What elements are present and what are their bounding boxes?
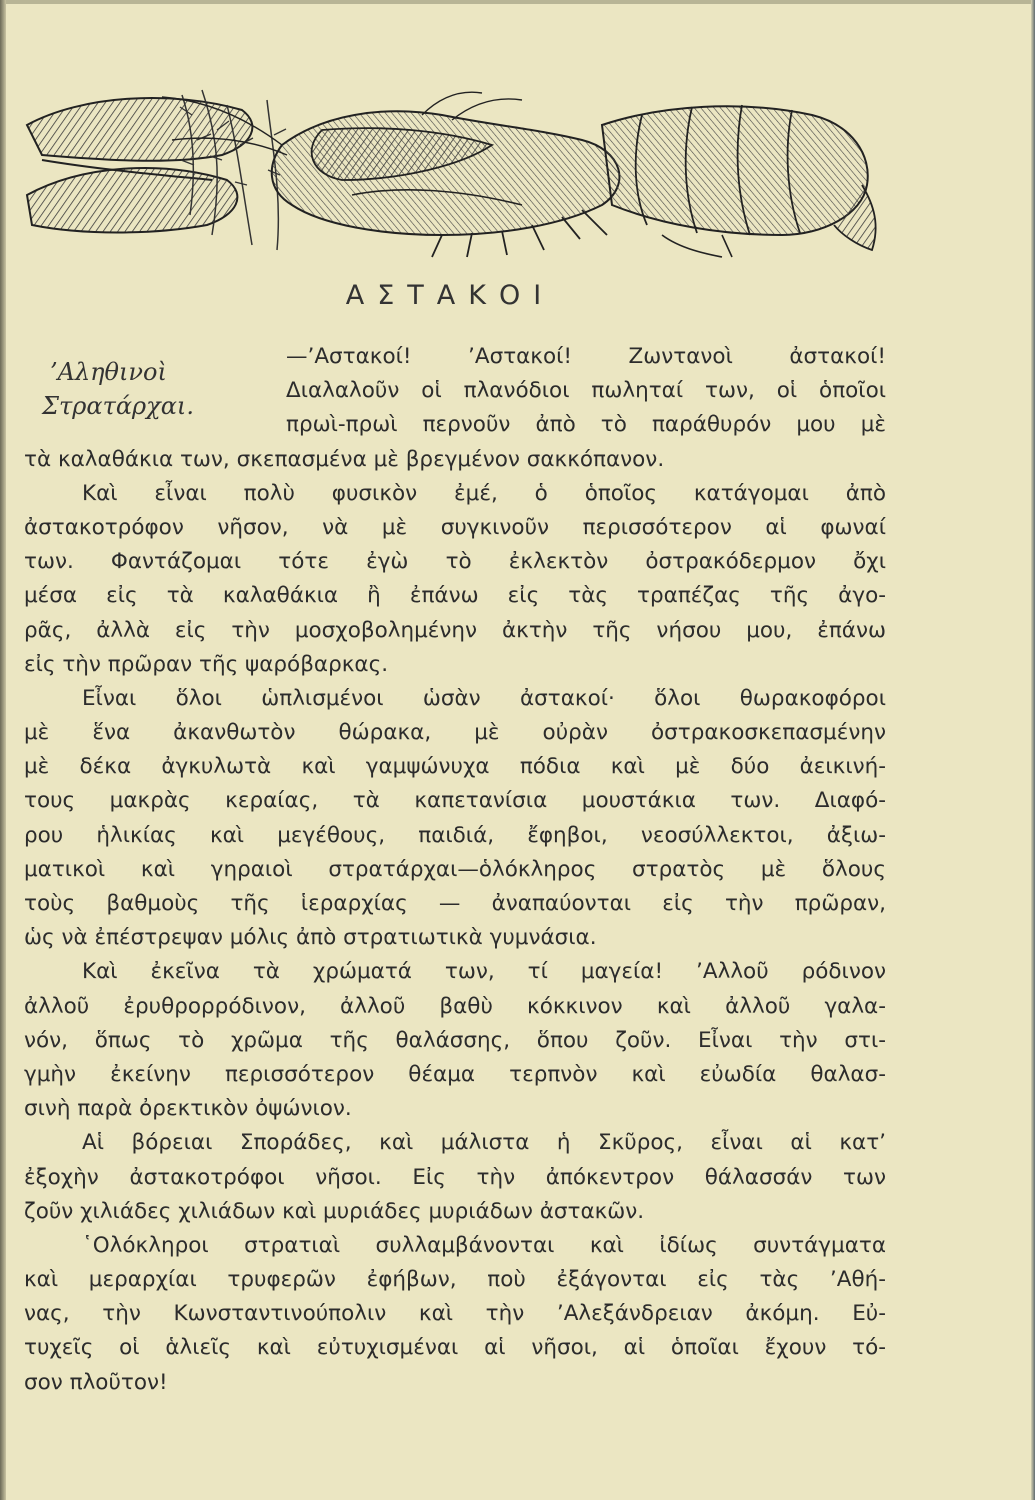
text-line: Αἱ βόρειαι Σποράδες, καὶ μάλιστα ἡ Σκῦρος, εἶναι αἱ κατ’: [82, 1130, 886, 1156]
text-line: τους μακρὰς κεραίας, τὰ καπετανίσια μουστάκια των. Διαφό-: [24, 788, 886, 814]
text-line: ρᾶς, ἀλλὰ εἰς τὴν μοσχοβολημένην ἀκτὴν τῆς νήσου μου, ἐπάνω: [24, 617, 886, 643]
text-line: σινὴ παρὰ ὀρεκτικὸν ὀψώνιον.: [24, 1096, 352, 1122]
text-line: ὡς νὰ ἐπέστρεψαν μόλις ἀπὸ στρατιωτικὰ γυμνάσια.: [24, 925, 597, 951]
text-line: τυχεῖς οἱ ἁλιεῖς καὶ εὐτυχισμέναι αἱ νῆσοι, αἱ ὁποῖαι ἔχουν τό-: [24, 1335, 886, 1361]
text-line: Καὶ ἐκεῖνα τὰ χρώματά των, τί μαγεία! ’Αλλοῦ ρόδινον: [82, 959, 886, 985]
text-line: ρου ἡλικίας καὶ μεγέθους, παιδιά, ἔφηβοι, νεοσύλλεκτοι, ἀξιω-: [24, 822, 886, 848]
text-line: Διαλαλοῦν οἱ πλανόδιοι πωληταί των, οἱ ὁποῖοι: [286, 378, 886, 404]
text-line: γμὴν ἐκείνην περισσότερον θέαμα τερπνὸν καὶ εὐωδία θαλασ-: [24, 1061, 886, 1087]
text-line: ἀλλοῦ ἐρυθρορρόδινον, ἀλλοῦ βαθὺ κόκκινον καὶ ἀλλοῦ γαλα-: [24, 993, 886, 1019]
page-title: ΑΣΤΑΚΟΙ: [345, 280, 555, 311]
text-line: σον πλοῦτον!: [24, 1369, 168, 1395]
text-line: Καὶ εἶναι πολὺ φυσικὸν ἐμέ, ὁ ὁποῖος κατάγομαι ἀπὸ: [82, 480, 886, 506]
page-right-edge: [1031, 0, 1035, 1500]
text-line: Εἶναι ὅλοι ὡπλισμένοι ὡσὰν ἀστακοί· ὅλοι θωρακοφόροι: [82, 685, 886, 711]
text-line: —’Αστακοί! ’Αστακοί! Ζωντανοὶ ἀστακοί!: [286, 344, 886, 369]
text-line: νόν, ὅπως τὸ χρῶμα τῆς θαλάσσης, ὅπου ζοῦν. Εἶναι τὴν στι-: [24, 1027, 886, 1053]
margin-note-line: ’Αληθινοὶ: [50, 358, 167, 386]
text-line: των. Φαντάζομαι τότε ἐγὼ τὸ ἐκλεκτὸν ὀστρακόδερμον ὄχι: [24, 549, 886, 575]
text-line: τοὺς βαθμοὺς τῆς ἱεραρχίας — ἀναπαύονται εἰς τὴν πρῶραν,: [24, 891, 886, 916]
text-line: μὲ δέκα ἀγκυλωτὰ καὶ γαμψώνυχα πόδια καὶ μὲ δύο ἀεικινή-: [24, 754, 886, 780]
text-line: καὶ μεραρχίαι τρυφερῶν ἐφήβων, ποὺ ἐξάγονται εἰς τὰς ’Αθή-: [24, 1267, 886, 1293]
text-line: τὰ καλαθάκια των, σκεπασμένα μὲ βρεγμένον σακκόπανον.: [24, 446, 665, 472]
text-line: πρωὶ-πρωὶ περνοῦν ἀπὸ τὸ παράθυρόν μου μὲ: [286, 412, 886, 438]
body-text: [24, 340, 886, 1400]
lobster-illustration: [22, 85, 882, 260]
text-line: μὲ ἕνα ἀκανθωτὸν θώρακα, μὲ οὐρὰν ὀστρακοσκεπασμένην: [24, 720, 886, 746]
text-line: νας, τὴν Κωνσταντινούπολιν καὶ τὴν ’Αλεξάνδρειαν ἀκόμη. Εὐ-: [24, 1301, 886, 1327]
text-line: ματικοὶ καὶ γηραιοὶ στρατάρχαι—ὁλόκληρος στρατὸς μὲ ὅλους: [24, 856, 886, 882]
text-line: ἐξοχὴν ἀστακοτρόφοι νῆσοι. Εἰς τὴν ἀπόκεντρον θάλασσάν των: [24, 1164, 886, 1190]
text-line: ῾Ολόκληροι στρατιαὶ συλλαμβάνονται καὶ ἰδίως συντάγματα: [82, 1232, 886, 1258]
margin-note-line: Στρατάρχαι.: [42, 392, 194, 420]
text-line: εἰς τὴν πρῶραν τῆς ψαρόβαρκας.: [24, 651, 389, 677]
page-top-edge: [0, 0, 1035, 4]
page-left-edge: [0, 0, 6, 1500]
text-line: ἀστακοτρόφον νῆσον, νὰ μὲ συγκινοῦν περισσότερον αἱ φωναί: [24, 514, 886, 540]
text-line: ζοῦν χιλιάδες χιλιάδων καὶ μυριάδες μυριάδων ἀστακῶν.: [24, 1198, 645, 1224]
text-line: μέσα εἰς τὰ καλαθάκια ἢ ἐπάνω εἰς τὰς τραπέζας τῆς ἀγο-: [24, 583, 886, 609]
